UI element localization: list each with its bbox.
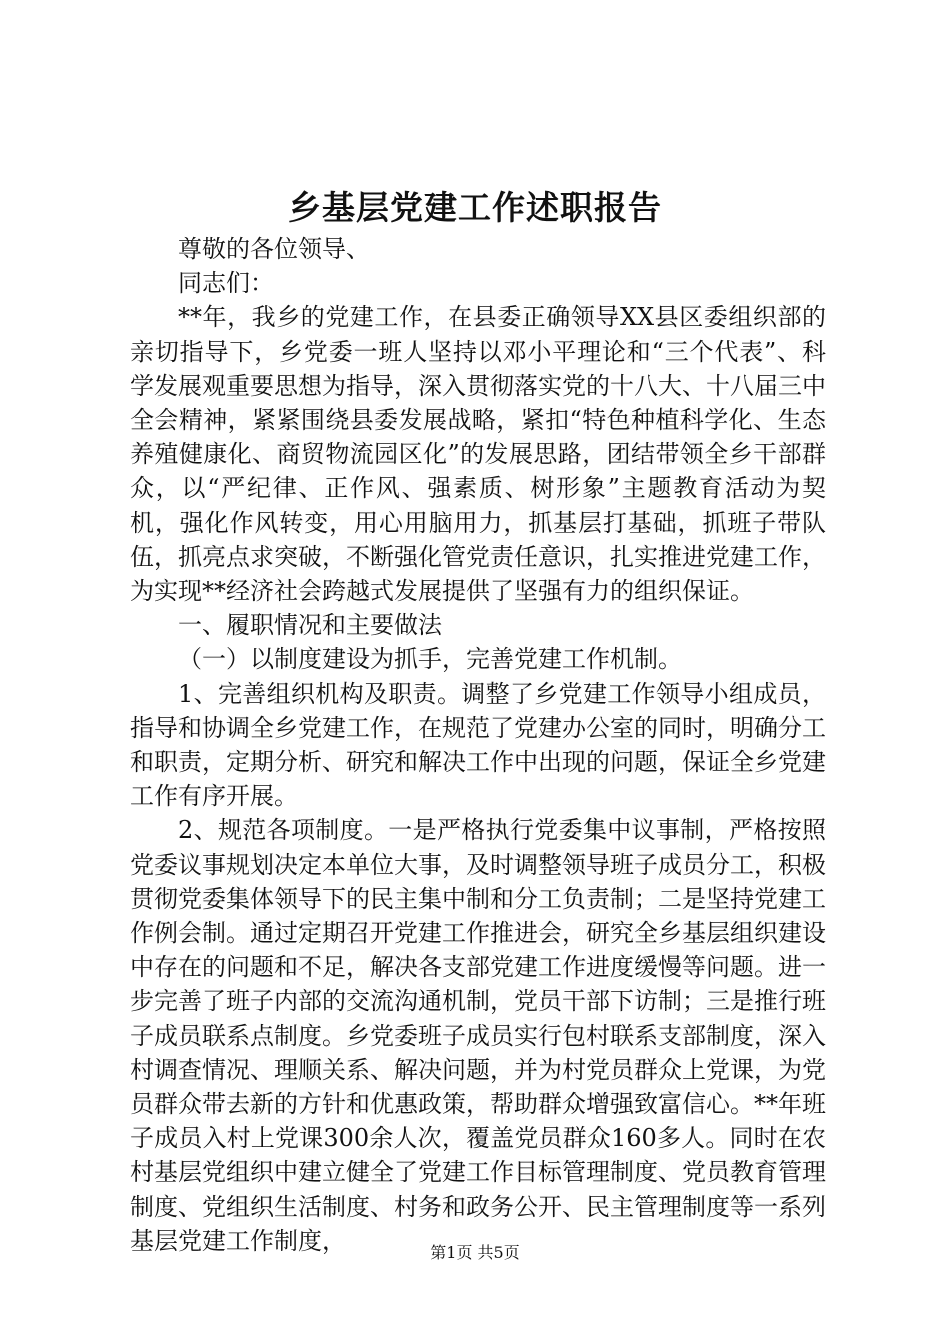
subsection-heading: （一）以制度建设为抓手，完善党建工作机制。 <box>178 645 682 674</box>
body-paragraph: 1、完善组织机构及职责。调整了乡党建工作领导小组成员，指导和协调全乡党建工作，在规范了党建办公室的同时，明确分工和职责，定期分析、研究和解决工作中出现的问题，保证全乡党建工作有序开展。 <box>130 679 826 811</box>
document-title: 乡基层党建工作述职报告 <box>288 188 662 227</box>
page-number: 第1页 共5页 <box>430 1243 520 1262</box>
section-heading: 一、履职情况和主要做法 <box>178 611 442 640</box>
document-body <box>130 232 826 1258</box>
salutation-line-2: 同志们： <box>178 269 274 298</box>
salutation-line-1: 尊敬的各位领导、 <box>178 235 370 263</box>
body-paragraph: 2、规范各项制度。一是严格执行党委集中议事制，严格按照党委议事规划决定本单位大事，及时调整领导班子成员分工，积极贯彻党委集体领导下的民主集中制和分工负责制；二是坚持党建工作例会制。通过定期召开党建工作推进会，研究全乡基层组织建设中存在的问题和不足，解决各支部党建工作进度缓慢等问题。进一步完善了班子内部的交流沟通机制，党员干部下访制；三是推行班子成员联系点制度。乡党委班子成员实行包村联系支部制度，深入村调查情况、理顺关系、解决问题，并为村党员群众上党课，为党员群众带去新的方针和优惠政策，帮助群众增强致富信心。**年班子成员入村上党课300余人次，覆盖党员群众160多人。同时在农村基层党组织中建立健全了党建工作目标管理制度、党员教育管理制度、党组织生活制度、村务和政务公开、民主管理制度等一系列基层党建工作制度， <box>130 816 826 1255</box>
intro-paragraph: **年，我乡的党建工作，在县委正确领导XX县区委组织部的亲切指导下，乡党委一班人坚持以邓小平理论和“三个代表”、科学发展观重要思想为指导，深入贯彻落实党的十八大、十八届三中全会精神，紧紧围绕县委发展战略，紧扣“特色种植科学化、生态养殖健康化、商贸物流园区化”的发展思路，团结带领全乡干部群众，以“严纪律、正作风、强素质、树形象”主题教育活动为契机，强化作风转变，用心用脑用力，抓基层打基础，抓班子带队伍，抓亮点求突破，不断强化管党责任意识，扎实推进党建工作，为实现**经济社会跨越式发展提供了坚强有力的组织保证。 <box>130 303 826 606</box>
